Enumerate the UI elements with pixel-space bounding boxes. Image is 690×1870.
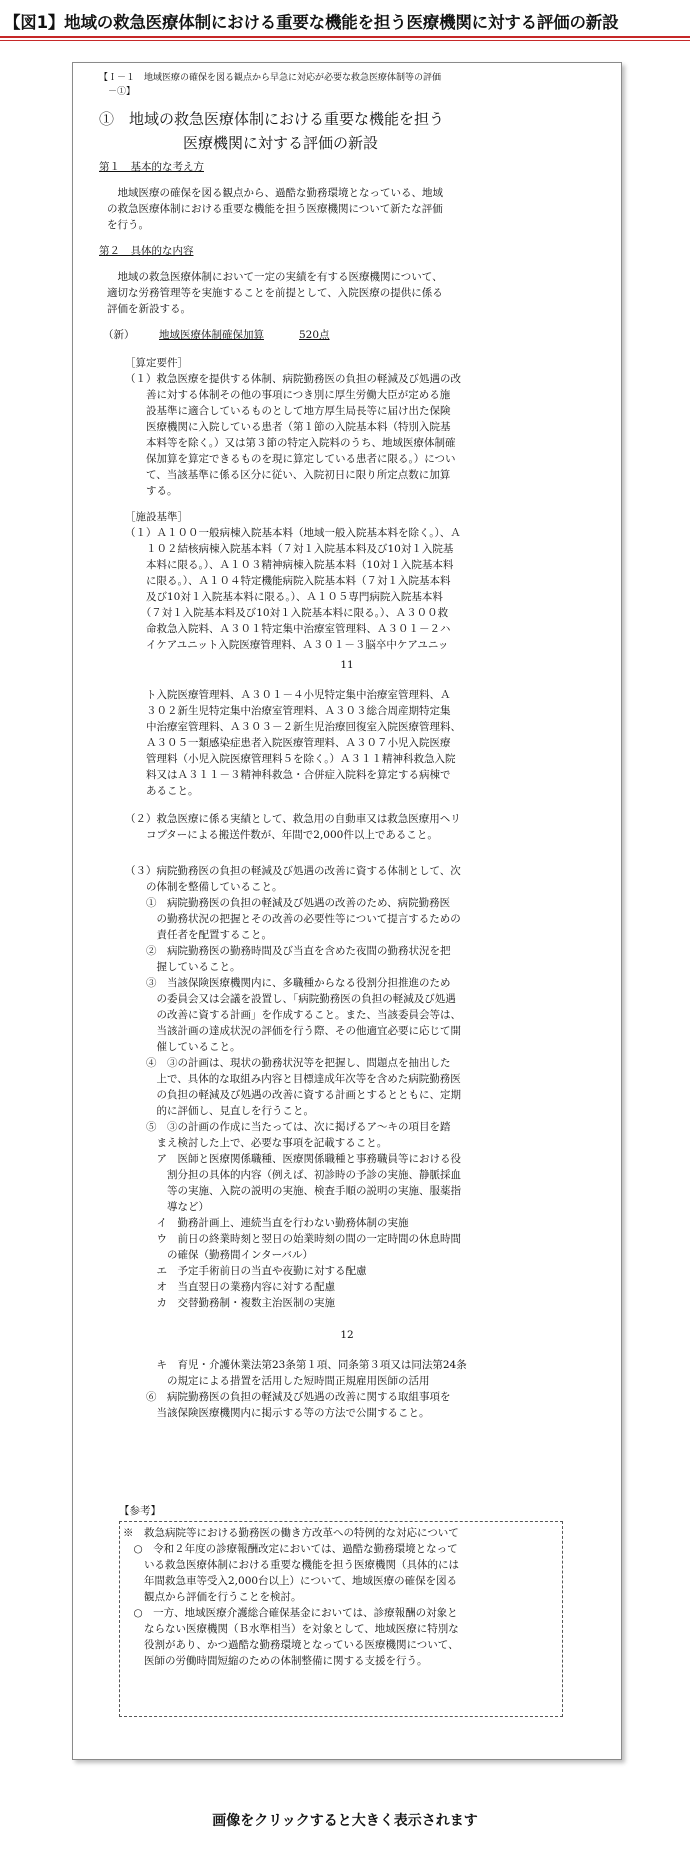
section-body-2: 地域の救急医療体制において一定の実績を有する医療機関について、 適切な労務管理等を実施することを前提として、入院医療の提供に係る 評価を新設する。: [107, 271, 443, 315]
santei-body: （１）救急医療を提供する体制、病院勤務医の負担の軽減及び処遇の改 善に対する体制その他の事項につき別に厚生労働大臣が定める施 設基準に適合しているものとして地方厚生局長等に届け出た保険 医療機関に入院している患者（第１節の入院基本料（特別入院基 本料等を除く。）又は第３節の特定入院料のうち、地域医療体制確 保加算を算定できるものを現に算定している患者に限る。）につい て、当該基準に係る区分に従い、入院初日に限り所定点数に加算 する。: [125, 373, 461, 497]
new-item-points: 520点: [299, 329, 330, 341]
section-heading-2: 第２ 具体的な内容: [99, 245, 194, 257]
document-image[interactable]: [72, 62, 622, 1760]
shisetsu-body-a: （１）Ａ１００一般病棟入院基本料（地域一般入院基本料を除く。）、Ａ １０２結核病棟入院基本料（７対１入院基本料及び10対１入院基 本料に限る。）、Ａ１０３精神病棟入院基本料（10対１入院基本料 に限る。）、Ａ１０４特定機能病院入院基本料（７対１入院基本料 及び10対１入院基本料に限る。）、Ａ１０５専門病院入院基本料 （７対１入院基本料及び10対１入院基本料に限る。）、Ａ３００救 命救急入院料、Ａ３０１特定集中治療室管理料、Ａ３０１－２ハ イケアユニット入院医療管理料、Ａ３０１－３脳卒中ケアユニッ: [125, 527, 461, 651]
new-label: （新）: [103, 329, 135, 341]
reference-code: 【Ｉ－１ 地域医療の確保を図る観点から早急に対応が必要な救急医療体制等の評価 －①】: [99, 73, 442, 97]
sanko-heading: 【参考】: [119, 1505, 161, 1517]
sanko-body: ※ 救急病院等における勤務医の働き方改革への特例的な対応について ○ 令和２年度の診療報酬改定においては、過酷な勤務環境となって いる救急医療体制における重要な機能を担う医療機関（具体的には 年間救急車等受入2,000台以上）について、地域医療の確保を図る 観点から評価を行うことを検討。 ○ 一方、地域医療介護総合確保基金においては、診療報酬の対象と ならない医療機関（Ｂ水準相当）を対象として、地域医療に特別な 役割があり、かつ過酷な勤務環境となっている医療機関について、 医師の労働時間短縮のための体制整備に関する支援を行う。: [123, 1527, 459, 1667]
header-rule-thin: [0, 40, 690, 41]
requirement-3-continued: キ 育児・介護休業法第23条第１項、同条第３項又は同法第24条 の規定による措置を活用した短時間正規雇用医師の活用 ⑥ 病院勤務医の負担の軽減及び処遇の改善に関する取組事項を 当該保険医療機関内に掲示する等の方法で公開すること。: [125, 1359, 467, 1419]
page-number-11: 11: [340, 659, 354, 671]
click-to-enlarge-caption: 画像をクリックすると大きく表示されます: [212, 1813, 478, 1829]
article-header: [0, 0, 690, 38]
shisetsu-heading: ［施設基準］: [125, 511, 188, 523]
requirement-3: （３）病院勤務医の負担の軽減及び処遇の改善に資する体制として、次 の体制を整備していること。 ① 病院勤務医の負担の軽減及び処遇の改善のため、病院勤務医 の勤務状況の把握とその改善の必要性等について提言するための 責任者を配置すること。 ② 病院勤務医の勤務時間及び当直を含めた夜間の勤務状況を把 握していること。 ③ 当該保険医療機関内に、多職種からなる役割分担推進のため の委員会又は会議を設置し、「病院勤務医の負担の軽減及び処遇 の改善に資する計画」を作成すること。また、当該委員会等は、 当該計画の達成状況の評価を行う際、その他適宜必要に応じて開 催していること。 ④ ③の計画は、現状の勤務状況等を把握し、問題点を抽出した 上で、具体的な取組み内容と目標達成年次等を含めた病院勤務医 の負担の軽減及び処遇の改善に資する計画とするとともに、定期 的に評価し、見直しを行うこと。 ⑤ ③の計画の作成に当たっては、次に掲げるア～キの項目を踏 まえ検討した上で、必要な事項を記載すること。 ア 医師と医療関係職種、医療関係職種と事務職員等における役 割分担の具体的内容（例えば、初診時の予診の実施、静脈採血 等の実施、入院の説明の実施、検査手順の説明の実施、服薬指 導など） イ 勤務計画上、連続当直を行わない勤務体制の実施 ウ 前日の終業時刻と翌日の始業時刻の間の一定時間の休息時間 の確保（勤務間インターバル） エ 予定手術前日の当直や夜勤に対する配慮 オ 当直翌日の業務内容に対する配慮 カ 交替勤務制・複数主治医制の実施: [125, 865, 461, 1309]
shisetsu-body-b: ト入院医療管理料、Ａ３０１－４小児特定集中治療室管理料、Ａ ３０２新生児特定集中治療室管理料、Ａ３０３総合周産期特定集 中治療室管理料、Ａ３０３－２新生児治療回復室入院医療管理料、 Ａ３０５一類感染症患者入院医療管理料、Ａ３０７小児入院医療 管理料（小児入院医療管理料５を除く。）Ａ３１１精神科救急入院 料又はＡ３１１－３精神科救急・合併症入院料を算定する病棟で あること。: [125, 689, 461, 797]
new-item-name: 地域医療体制確保加算: [159, 329, 264, 341]
page-number-12: 12: [340, 1329, 354, 1341]
document-title: ① 地域の救急医療体制における重要な機能を担う 医療機関に対する評価の新設: [99, 110, 445, 152]
section-heading-1: 第１ 基本的な考え方: [99, 161, 204, 173]
figure-title: 【図1】地域の救急医療体制における重要な機能を担う医療機関に対する評価の新設: [4, 13, 619, 32]
header-rule: [0, 36, 690, 38]
section-body-1: 地域医療の確保を図る観点から、過酷な勤務環境となっている、地域 の救急医療体制における重要な機能を担う医療機関について新たな評価 を行う。: [107, 187, 443, 231]
santei-heading: ［算定要件］: [125, 357, 188, 369]
requirement-2: （２）救急医療に係る実績として、救急用の自動車又は救急医療用ヘリ コプターによる搬送件数が、年間で2,000件以上であること。: [125, 813, 461, 841]
